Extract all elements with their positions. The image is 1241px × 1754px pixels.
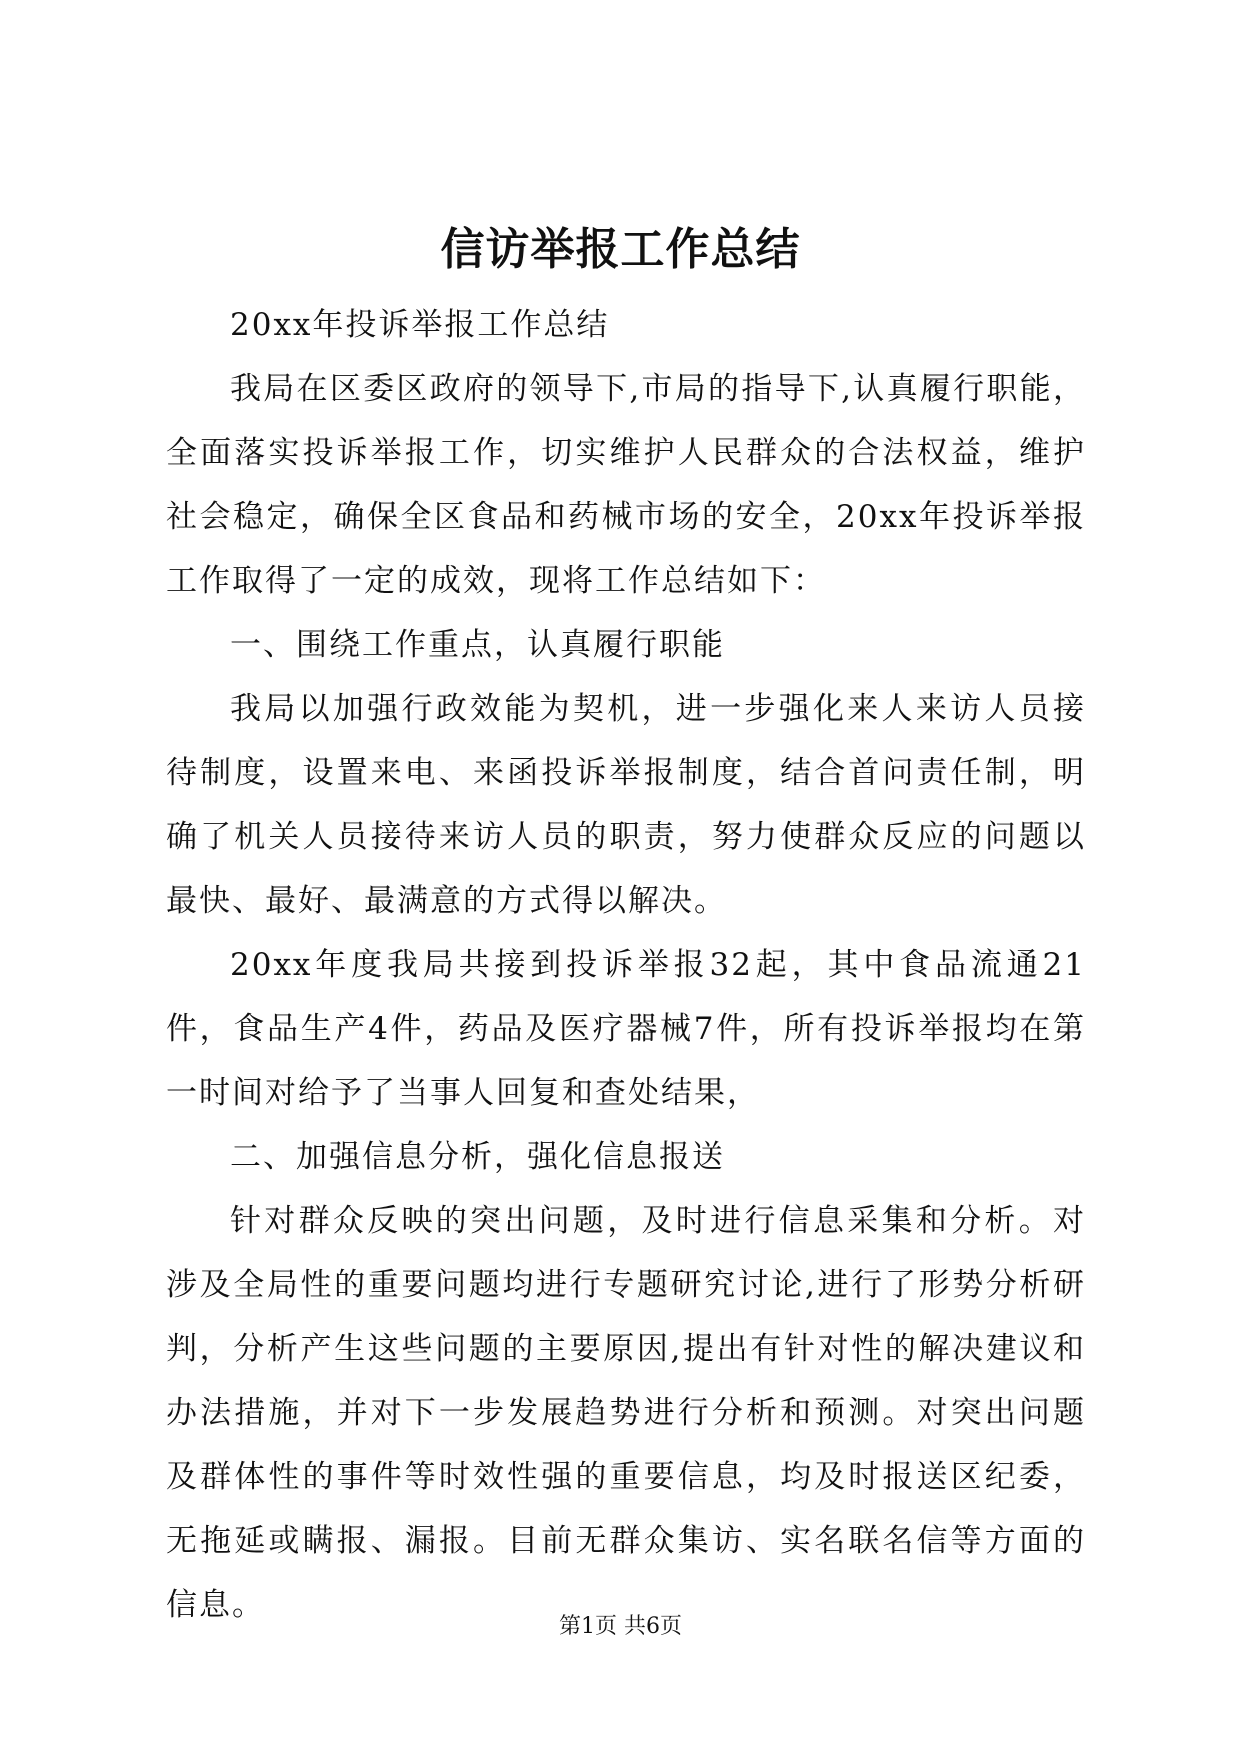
section-heading-1: 一、围绕工作重点，认真履行职能 — [230, 627, 725, 663]
paragraph-statistics: 20xx年度我局共接到投诉举报32起，其中食品流通21件，食品生产4件，药品及医疗器械7件，所有投诉举报均在第一时间对给予了当事人回复和查处结果， — [166, 947, 1086, 1111]
document-body — [166, 293, 1086, 1637]
section-heading-2: 二、加强信息分析，强化信息报送 — [230, 1139, 725, 1175]
paragraph-heading: 20xx年投诉举报工作总结 — [230, 307, 610, 343]
document-title: 信访举报工作总结 — [440, 224, 801, 275]
paragraph-intro: 我局在区委区政府的领导下,市局的指导下,认真履行职能，全面落实投诉举报工作，切实维护人民群众的合法权益，维护社会稳定，确保全区食品和药械市场的安全，20xx年投诉举报工作取得了一定的成效，现将工作总结如下： — [166, 371, 1086, 599]
paragraph-section-2: 针对群众反映的突出问题，及时进行信息采集和分析。对涉及全局性的重要问题均进行专题研究讨论,进行了形势分析研判，分析产生这些问题的主要原因,提出有针对性的解决建议和办法措施，并对下一步发展趋势进行分析和预测。对突出问题及群体性的事件等时效性强的重要信息，均及时报送区纪委，无拖延或瞒报、漏报。目前无群众集访、实名联名信等方面的信息。 — [166, 1203, 1086, 1623]
paragraph-section-1: 我局以加强行政效能为契机，进一步强化来人来访人员接待制度，设置来电、来函投诉举报制度，结合首问责任制，明确了机关人员接待来访人员的职责，努力使群众反应的问题以最快、最好、最满意的方式得以解决。 — [166, 691, 1086, 919]
page-number-footer: 第1页 共6页 — [559, 1614, 682, 1639]
